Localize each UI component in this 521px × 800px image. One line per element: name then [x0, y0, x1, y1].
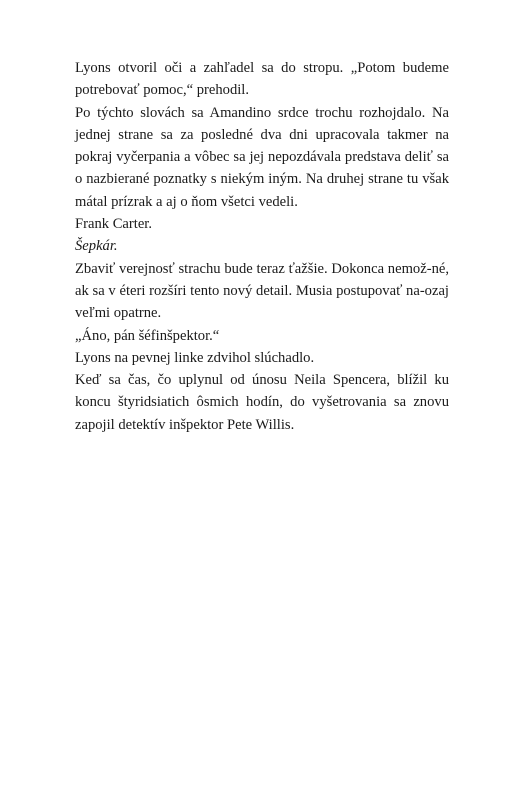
- paragraph: „Áno, pán šéfinšpektor.“: [75, 327, 220, 344]
- paragraph-italic: Šepkár.: [75, 238, 118, 255]
- paragraph: Keď sa čas, čo uplynul od únosu Neila Spencera, blížil ku koncu štyridsiatich ôsmich hodín, do vyšetrovania sa znovu zapojil detektív inšpektor Pete Willis.: [75, 372, 449, 433]
- body-text: [75, 57, 449, 436]
- paragraph: Lyons otvoril oči a zahľadel sa do stropu. „Potom budeme potrebovať pomoc,“ prehodil.: [75, 60, 449, 99]
- paragraph: Po týchto slovách sa Amandino srdce trochu rozhojdalo. Na jednej strane sa za posledné dva dni upracovala takmer na pokraj vyčerpania a vôbec sa jej nepozdávala predstava deliť sa o nazbierané poznatky s niekým iným. Na druhej strane tu však mátal prízrak a aj o ňom všetci vedeli.: [75, 104, 449, 210]
- paragraph: Zbaviť verejnosť strachu bude teraz ťažšie. Dokonca nemož-né, ak sa v éteri rozšíri tento nový detail. Musia postupovať na-ozaj veľmi opatrne.: [75, 260, 449, 322]
- paragraph: Frank Carter.: [75, 216, 153, 233]
- paragraph: Lyons na pevnej linke zdvihol slúchadlo.: [75, 349, 315, 366]
